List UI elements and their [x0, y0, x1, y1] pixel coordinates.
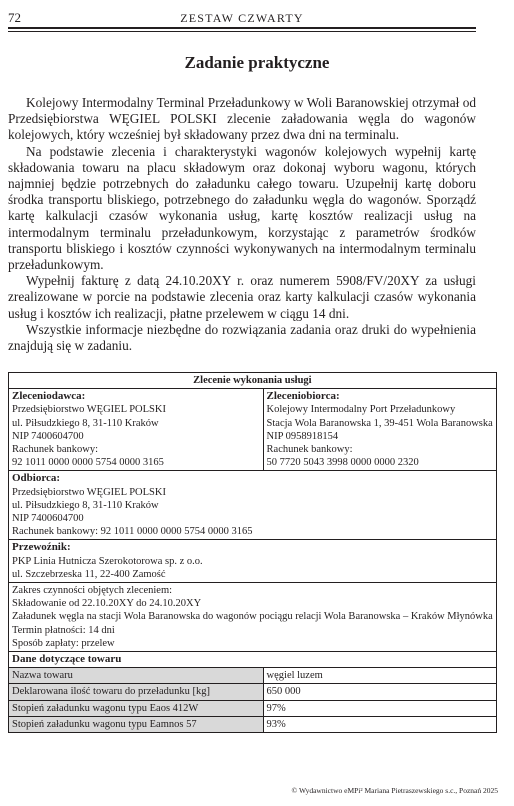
paragraph: Na podstawie zlecenia i charakterystyki wagonów kolejowych wypełnij kartę składowania towaru na placu składowym oraz dokonaj wyboru wagonu, których najmniej będzie potrzebnych do załadunku całego towaru. Uzupełnij kartę doboru środka transportu bliskiego, potrzebnego do załadunku węgla do wagonów. Sporządź kartę kalkulacji czasów wykonania usług, kartę kosztów realizacji usług na intermodalnym terminalu przeładunkowym, korzystając z parametrów środków transportu bliskiego i kosztów czynności wykonywanych na intermodalnym terminalu przeładunkowym. — [8, 143, 476, 273]
goods-value-cell: 93% — [263, 716, 496, 732]
client-line: ul. Piłsudzkiego 8, 31-110 Kraków — [12, 417, 159, 429]
recipient-line: Przedsiębiorstwo WĘGIEL POLSKI — [12, 486, 166, 498]
client-cell — [9, 389, 264, 471]
contractor-line: Rachunek bankowy: — [266, 444, 353, 456]
page-number: 72 — [8, 10, 21, 25]
client-line: Rachunek bankowy: — [12, 444, 99, 456]
publisher-footer: © Wydawnictwo eMPi² Mariana Pietraszewskiego s.c., Poznań 2025 — [291, 786, 498, 795]
header-rule-thin — [8, 31, 476, 32]
goods-header: Dane dotyczące towaru — [9, 652, 497, 668]
recipient-line: Rachunek bankowy: 92 1011 0000 0000 5754 0000 3165 — [12, 526, 253, 538]
contractor-cell — [263, 389, 496, 471]
goods-value-cell: węgiel luzem — [263, 668, 496, 684]
carrier-label: Przewoźnik: — [12, 541, 71, 554]
table-row — [9, 684, 497, 700]
client-line: NIP 7400604700 — [12, 430, 84, 442]
goods-label-cell: Stopień załadunku wagonu typu Eaos 412W — [9, 700, 264, 716]
contractor-label: Zleceniobiorca: — [266, 390, 340, 403]
recipient-cell — [9, 471, 497, 540]
table-row — [9, 700, 497, 716]
client-line: 92 1011 0000 0000 5754 0000 3165 — [12, 457, 164, 469]
running-head: ZESTAW CZWARTY — [180, 11, 304, 25]
table-row — [9, 716, 497, 732]
goods-value-cell: 650 000 — [263, 684, 496, 700]
scope-line: Składowanie od 22.10.20XY do 24.10.20XY — [12, 598, 202, 610]
paragraph: Wszystkie informacje niezbędne do rozwiązania zadania oraz druki do wypełnienia znajdują się w zadaniu. — [8, 321, 476, 354]
order-title: Zlecenie wykonania usługi — [9, 373, 497, 389]
paragraph: Wypełnij fakturę z datą 24.10.20XY r. oraz numerem 5908/FV/20XY za usługi zrealizowane w porcie na podstawie zlecenia oraz karty kalkulacji czasów wykonania usług i kosztów ich realizacji, płatne przelewem w ciągu 14 dni. — [8, 273, 476, 321]
scope-line: Załadunek węgla na stacji Wola Baranowska do wagonów pociągu relacji Wola Baranowska – Kraków Młynówka — [12, 611, 493, 623]
recipient-line: NIP 7400604700 — [12, 513, 84, 525]
contractor-line: Kolejowy Intermodalny Port Przeładunkowy — [266, 404, 456, 416]
contractor-line: Stacja Wola Baranowska 1, 39-451 Wola Baranowska — [266, 417, 493, 429]
scope-line: Termin płatności: 14 dni — [12, 624, 115, 636]
carrier-cell — [9, 540, 497, 583]
goods-label-cell: Nazwa towaru — [9, 668, 264, 684]
scope-cell — [9, 583, 497, 652]
recipient-label: Odbiorca: — [12, 472, 61, 485]
contractor-line: NIP 0958918154 — [266, 430, 339, 442]
carrier-line: ul. Szczebrzeska 11, 22-400 Zamość — [12, 568, 166, 580]
goods-label-cell: Stopień załadunku wagonu typu Eamnos 57 — [9, 716, 264, 732]
service-order-table — [8, 372, 497, 733]
carrier-line: PKP Linia Hutnicza Szerokotorowa sp. z o.o. — [12, 555, 203, 567]
recipient-line: ul. Piłsudzkiego 8, 31-110 Kraków — [12, 499, 159, 511]
task-description — [8, 95, 476, 354]
scope-line: Zakres czynności objętych zleceniem: — [12, 585, 173, 597]
client-line: Przedsiębiorstwo WĘGIEL POLSKI — [12, 404, 166, 416]
paragraph: Kolejowy Intermodalny Terminal Przeładunkowy w Woli Baranowskiej otrzymał od Przedsiębiorstwa WĘGIEL POLSKI zlecenie załadowania węgla do wagonów kolejowych, który wcześniej był składowany przez dwa dni na terminalu. — [8, 95, 476, 143]
scope-line: Sposób zapłaty: przelew — [12, 637, 115, 649]
client-label: Zleceniodawca: — [12, 390, 86, 403]
header-rule-thick — [8, 27, 476, 29]
table-row — [9, 668, 497, 684]
goods-label-cell: Deklarowana ilość towaru do przeładunku [kg] — [9, 684, 264, 700]
contractor-line: 50 7720 5043 3998 0000 0000 2320 — [266, 457, 419, 469]
section-title: Zadanie praktyczne — [184, 53, 330, 72]
goods-value-cell: 97% — [263, 700, 496, 716]
